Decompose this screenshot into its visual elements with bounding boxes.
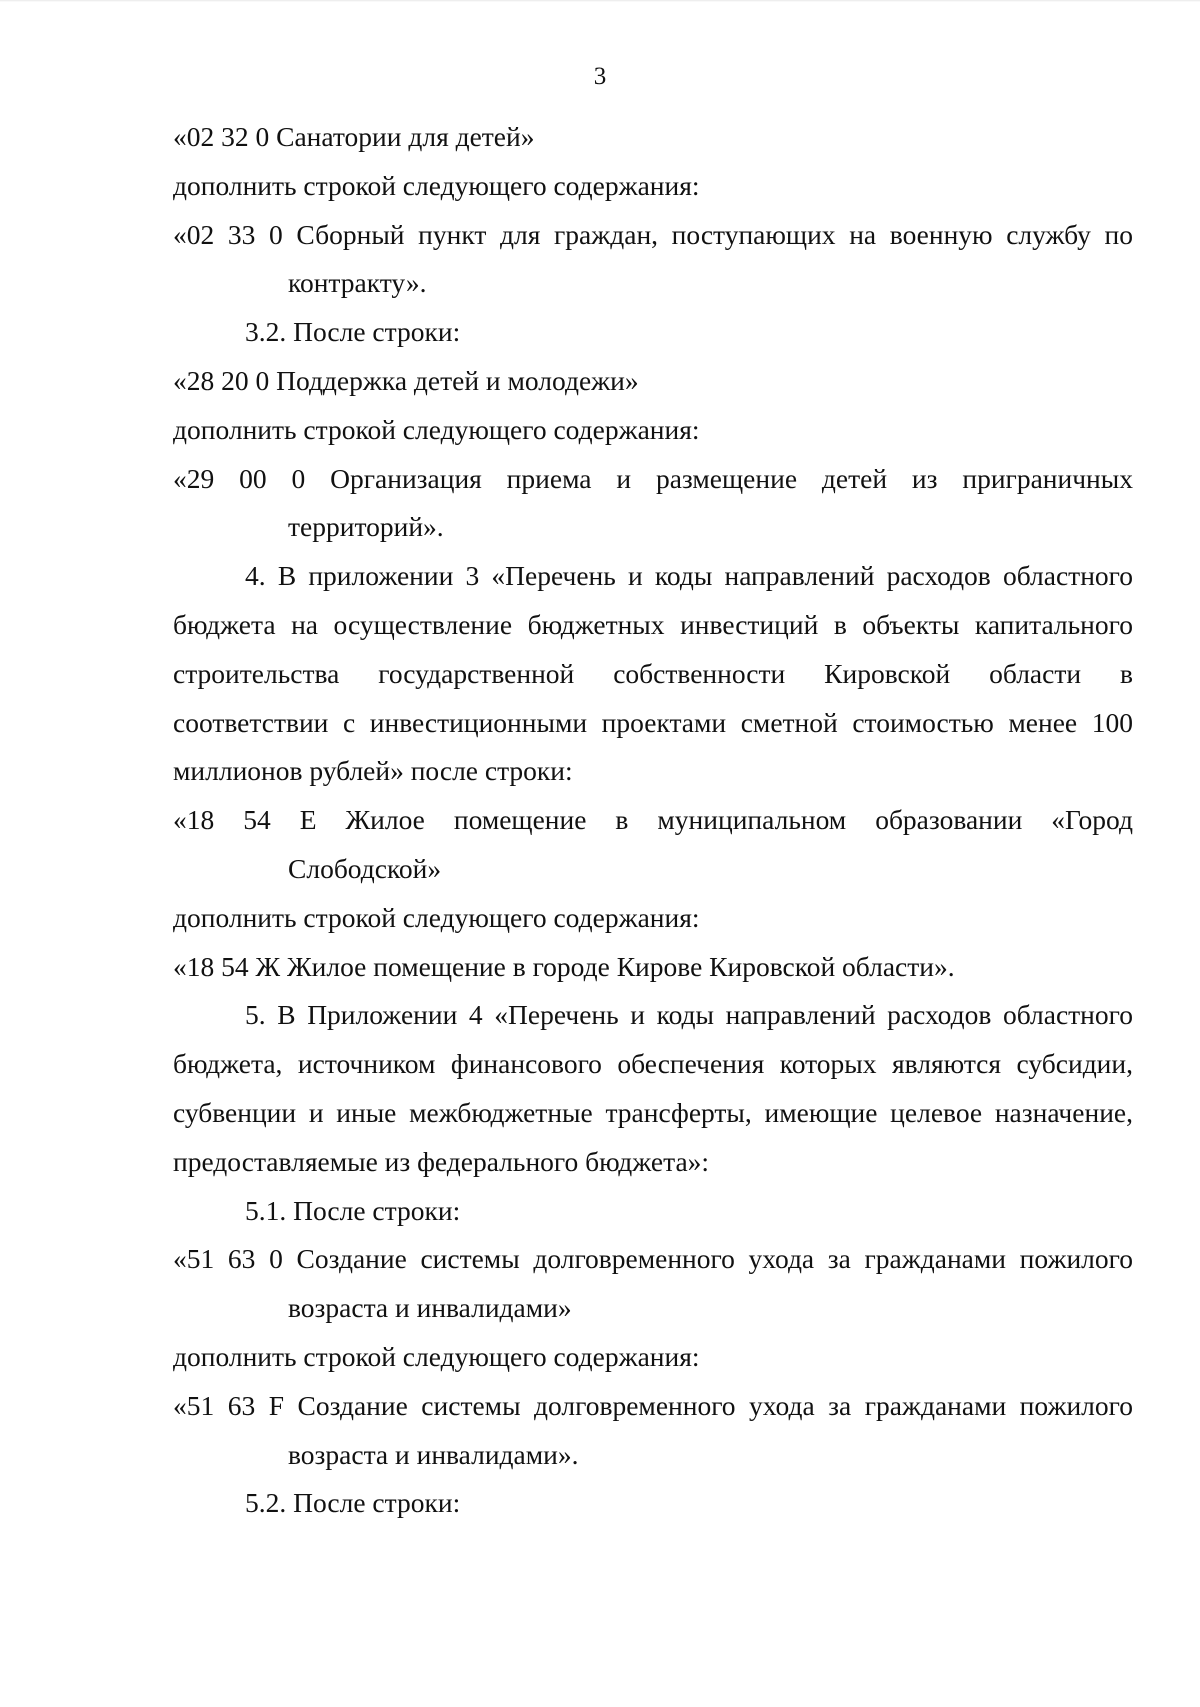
- document-line: 4. В приложении 3 «Перечень и коды направлений расходов областного: [245, 560, 1133, 592]
- document-line: миллионов рублей» после строки:: [173, 755, 573, 787]
- document-line: Слободской»: [288, 852, 442, 884]
- document-line: «02 33 0 Сборный пункт для граждан, поступающих на военную службу по: [173, 218, 1133, 250]
- document-line: контракту».: [288, 267, 427, 299]
- document-line: 5.2. После строки:: [245, 1487, 461, 1519]
- document-line: дополнить строкой следующего содержания:: [173, 1340, 700, 1372]
- document-line: субвенции и иные межбюджетные трансферты, имеющие целевое назначение,: [173, 1096, 1133, 1128]
- document-line: 5. В Приложении 4 «Перечень и коды направлений расходов областного: [245, 999, 1133, 1031]
- document-body: [173, 113, 1133, 1528]
- scan-edge-shadow: [0, 0, 1200, 2]
- document-line: дополнить строкой следующего содержания:: [173, 413, 700, 445]
- document-line: бюджета на осуществление бюджетных инвестиций в объекты капитального: [173, 608, 1133, 640]
- document-line: дополнить строкой следующего содержания:: [173, 901, 700, 933]
- document-line: соответствии с инвестиционными проектами сметной стоимостью менее 100: [173, 706, 1133, 738]
- document-line: «02 32 0 Санатории для детей»: [173, 121, 535, 152]
- document-line: возраста и инвалидами»: [288, 1292, 572, 1324]
- document-line: 3.2. После строки:: [245, 316, 461, 348]
- document-line: территорий».: [288, 511, 444, 543]
- page-number: 3: [593, 63, 607, 90]
- document-line: возраста и инвалидами».: [288, 1438, 579, 1470]
- document-line: строительства государственной собственности Кировской области в: [173, 657, 1133, 689]
- document-line: «29 00 0 Организация приема и размещение детей из приграничных: [173, 462, 1133, 494]
- document-line: «51 63 F Создание системы долговременного ухода за гражданами пожилого: [173, 1389, 1133, 1421]
- document-line: бюджета, источником финансового обеспечения которых являются субсидии,: [173, 1048, 1133, 1080]
- document-line: предоставляемые из федерального бюджета»:: [173, 1145, 710, 1177]
- document-line: дополнить строкой следующего содержания:: [173, 169, 700, 201]
- document-line: «18 54 Ж Жилое помещение в городе Кирове Кировской области».: [173, 950, 955, 982]
- document-line: «51 63 0 Создание системы долговременного ухода за гражданами пожилого: [173, 1243, 1133, 1275]
- document-line: «18 54 Е Жилое помещение в муниципальном образовании «Город: [173, 804, 1133, 836]
- document-line: «28 20 0 Поддержка детей и молодежи»: [173, 364, 639, 396]
- document-line: 5.1. После строки:: [245, 1194, 461, 1226]
